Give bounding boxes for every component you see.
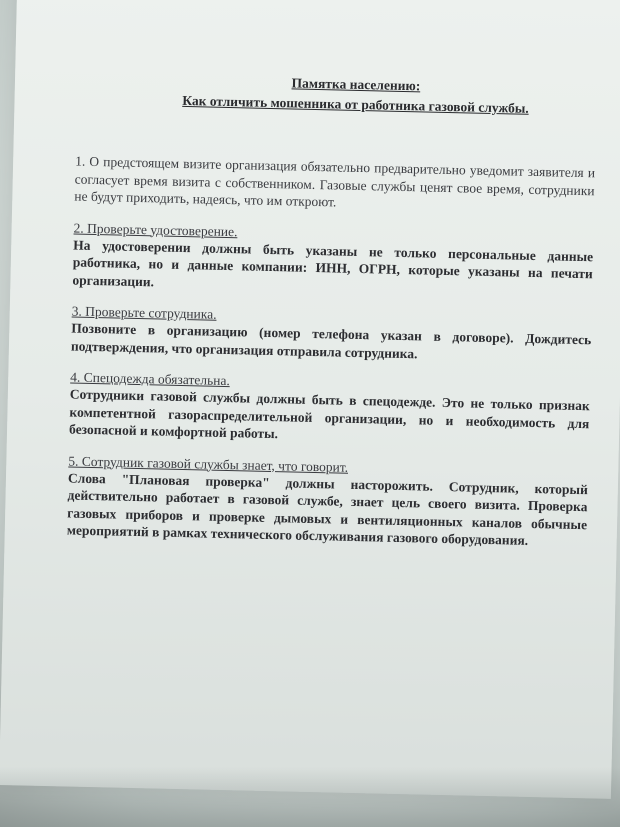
memo-title-line-1: Памятка населению: <box>291 75 421 94</box>
section-3-heading: 3. Проверьте сотрудника. <box>71 303 217 322</box>
section-2-heading: 2. Проверьте удостоверение. <box>73 220 238 239</box>
section-4-body: Сотрудники газовой службы должны быть в спецодежде. Это не только признак компетентной газораспределительной организации, но и необходимость для безопасной и комфортной работы. <box>68 386 590 442</box>
section-5-heading: 5. Сотрудник газовой службы знает, что говорит. <box>68 452 349 475</box>
photo-bottom-shadow <box>0 767 620 827</box>
memo-title-line-2: Как отличить мошенника от работника газовой службы. <box>182 92 529 116</box>
section-4-heading: 4. Спецодежда обязательна. <box>70 369 230 389</box>
memo-title <box>76 69 597 121</box>
section-2 <box>72 219 593 300</box>
section-3-body: Позвоните в организацию (номер телефона указан в договоре). Дождитесь подтверждения, что организация отправила сотрудника. <box>70 320 592 361</box>
section-5-body: Слова "Плановая проверка" должны насторожить. Сотрудник, который действительно работает в газовой службе, знает цель своего визита. Проверка газовых приборов и проверке дымовых и вентиляционных каналов обычные мероприятий в рамках технического обслуживания газового оборудования. <box>66 469 589 548</box>
section-4 <box>69 368 590 449</box>
section-1-body: 1. О предстоящем визите организация обязательно предварительно уведомит заявителя и согласует время визита с собственником. Газовые службы ценят свое время, сотрудники не будут приходить, надеясь, что им откроют. <box>74 153 596 210</box>
section-5 <box>67 452 589 551</box>
section-1 <box>74 153 595 217</box>
memo-content <box>67 69 598 551</box>
section-3 <box>71 302 592 366</box>
section-2-body: На удостоверении должны быть указаны не только персональные данные работника, но и данные компании: ИНН, ОГРН, которые указаны на печати организации. <box>72 237 594 289</box>
